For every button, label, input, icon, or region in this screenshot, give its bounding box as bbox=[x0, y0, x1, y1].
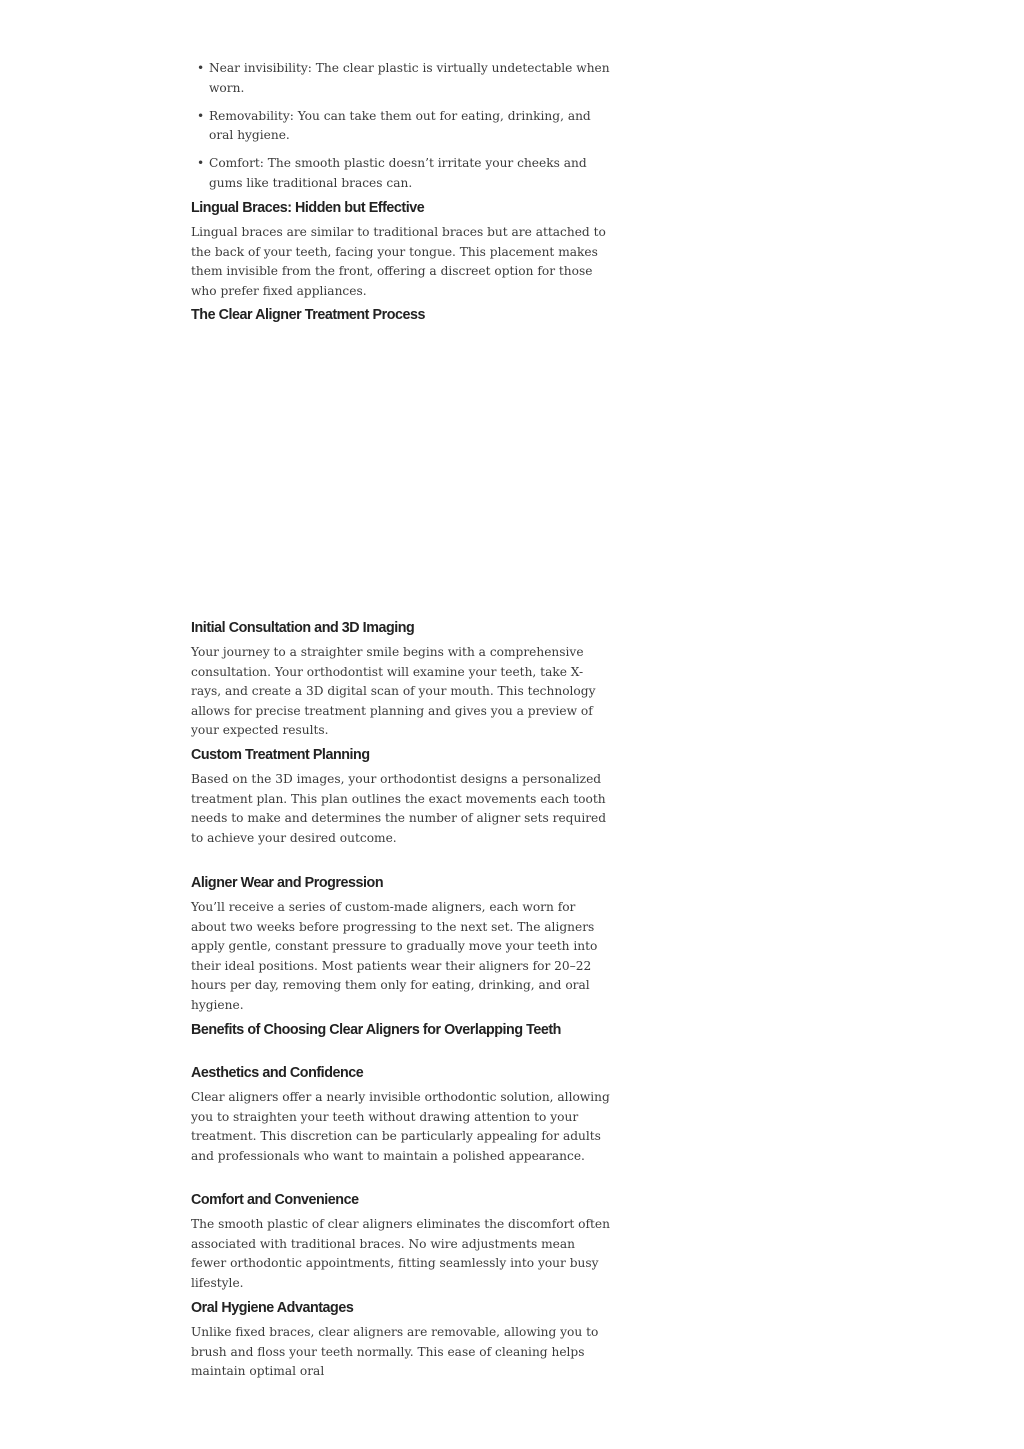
treatment-planning-heading: Custom Treatment Planning bbox=[191, 747, 370, 763]
list-item-text: Removability: You can take them out for eating, drinking, and oral hygiene. bbox=[209, 108, 591, 143]
lingual-braces-heading: Lingual Braces: Hidden but Effective bbox=[191, 200, 425, 216]
comfort-heading: Comfort and Convenience bbox=[191, 1192, 359, 1208]
treatment-planning-paragraph: Based on the 3D images, your orthodontist designs a personalized treatment plan. This plan outlines the exact movements each tooth needs to make and determines the number of aligner sets required to achieve your desired outcome. bbox=[191, 772, 607, 845]
aesthetics-heading: Aesthetics and Confidence bbox=[191, 1065, 364, 1081]
aligner-wear-paragraph: You’ll receive a series of custom-made aligners, each worn for about two weeks before progressing to the next set. The aligners apply gentle, constant pressure to gradually move your teeth into their ideal positions. Most patients wear their aligners for 20–22 hours per day, removing them only for eating, drinking, and oral hygiene. bbox=[191, 900, 598, 1012]
lingual-braces-paragraph: Lingual braces are similar to traditional braces but are attached to the back of your teeth, facing your tongue. This placement makes them invisible from the front, offering a discreet option for those who prefer fixed appliances. bbox=[191, 225, 606, 298]
list-item bbox=[191, 154, 611, 193]
aesthetics-paragraph: Clear aligners offer a nearly invisible orthodontic solution, allowing you to straighten your teeth without drawing attention to your treatment. This discretion can be particularly appealing for adults and professionals who want to maintain a polished appearance. bbox=[191, 1090, 610, 1163]
list-item-text: Comfort: The smooth plastic doesn’t irritate your cheeks and gums like traditional braces can. bbox=[209, 156, 587, 190]
bullet-icon: • bbox=[197, 61, 205, 75]
consultation-paragraph: Your journey to a straighter smile begins with a comprehensive consultation. Your orthodontist will examine your teeth, take X-rays, and create a 3D digital scan of your mouth. This technology allows for precise treatment planning and gives you a preview of your expected results. bbox=[191, 645, 596, 738]
list-item bbox=[191, 59, 611, 98]
aligner-wear-heading: Aligner Wear and Progression bbox=[191, 875, 384, 891]
consultation-heading: Initial Consultation and 3D Imaging bbox=[191, 620, 415, 636]
bullet-icon: • bbox=[197, 108, 205, 123]
treatment-process-image bbox=[191, 340, 611, 605]
benefits-heading: Benefits of Choosing Clear Aligners for Overlapping Teeth bbox=[191, 1022, 561, 1038]
treatment-process-heading: The Clear Aligner Treatment Process bbox=[191, 307, 426, 323]
oral-hygiene-paragraph: Unlike fixed braces, clear aligners are removable, allowing you to brush and floss your teeth normally. This ease of cleaning helps maintain optimal oral bbox=[191, 1325, 599, 1379]
list-item bbox=[191, 107, 611, 146]
comfort-paragraph: The smooth plastic of clear aligners eliminates the discomfort often associated with traditional braces. No wire adjustments mean fewer orthodontic appointments, fitting seamlessly into your busy lifestyle. bbox=[191, 1217, 610, 1290]
list-item-text: Near invisibility: The clear plastic is virtually undetectable when worn. bbox=[209, 61, 610, 95]
oral-hygiene-heading: Oral Hygiene Advantages bbox=[191, 1300, 354, 1316]
bullet-icon: • bbox=[197, 156, 205, 171]
benefits-bullet-list bbox=[191, 59, 611, 202]
